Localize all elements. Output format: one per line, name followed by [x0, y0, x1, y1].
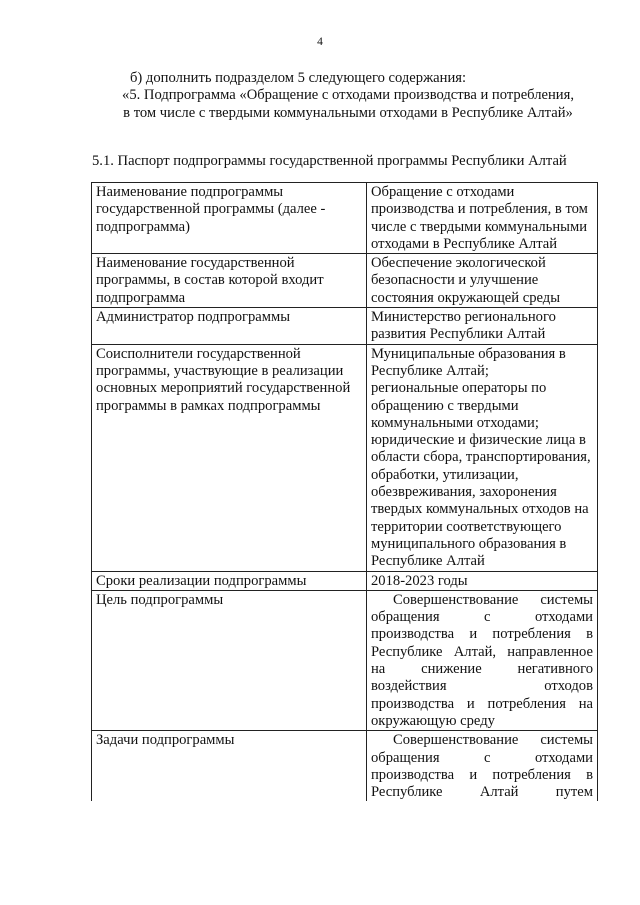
- row-label: Администратор подпрограммы: [92, 308, 367, 345]
- row-value: [367, 344, 598, 571]
- row-value: Министерство регионального развития Республики Алтай: [367, 308, 598, 345]
- value-line: производства и потребления в: [371, 766, 593, 783]
- passport-heading: 5.1. Паспорт подпрограммы государственной программы Республики Алтай: [92, 153, 567, 169]
- table-row: [92, 731, 598, 802]
- table-row: [92, 344, 598, 571]
- row-label: Сроки реализации подпрограммы: [92, 571, 367, 590]
- value-line: окружающую среду: [371, 712, 495, 729]
- intro-text: б) дополнить подразделом 5 следующего содержания:: [130, 70, 467, 86]
- row-value: Обеспечение экологической безопасности и улучшение состояния окружающей среды: [367, 254, 598, 308]
- row-value: [367, 590, 598, 730]
- value-line: региональные операторы по обращению с твердыми коммунальными отходами;: [371, 380, 547, 431]
- subprogram-title: «5. Подпрограмма «Обращение с отходами производства и потребления, в том числе с твердыми коммунальными отходами в Республике Алтай»: [122, 87, 574, 121]
- value-line: на снижение негативного: [371, 661, 593, 678]
- value-line: юридические и физические лица в области сбора, транспортирования, обработки, утилизации, обезвреживания, захоронения твердых коммунальных отходов на территории соответствующего муниципального образования в Республике Алтай: [371, 432, 591, 570]
- row-label: Цель подпрограммы: [92, 590, 367, 730]
- value-line: Республике Алтай, направленное: [371, 643, 593, 660]
- value-line: Совершенствование системы: [393, 591, 593, 608]
- value-line: Совершенствование системы: [393, 732, 593, 749]
- row-label: Задачи подпрограммы: [92, 731, 367, 802]
- table-row: [92, 183, 598, 254]
- table-row: [92, 308, 598, 345]
- passport-table: [91, 182, 598, 801]
- table-row: [92, 254, 598, 308]
- table-row: [92, 590, 598, 730]
- value-line: воздействия отходов: [371, 678, 593, 695]
- value-line: производства и потребления в: [371, 626, 593, 643]
- row-label: Наименование государственной программы, в состав которой входит подпрограмма: [92, 254, 367, 308]
- value-line: Муниципальные образования в Республике Алтай;: [371, 345, 566, 379]
- value-line: обращения с отходами: [371, 749, 593, 766]
- row-label: Соисполнители государственной программы, участвующие в реализации основных мероприятий государственной программы в рамках подпрограммы: [92, 344, 367, 571]
- value-line: производства и потребления на: [371, 695, 593, 712]
- row-value: Обращение с отходами производства и потребления, в том числе с твердыми коммунальными отходами в Республике Алтай: [367, 183, 598, 254]
- value-line: Республике Алтай путем: [371, 784, 593, 801]
- page-number: 4: [317, 36, 323, 48]
- row-value: [367, 731, 598, 802]
- row-label: Наименование подпрограммы государственной программы (далее - подпрограмма): [92, 183, 367, 254]
- table-row: [92, 571, 598, 590]
- row-value: 2018-2023 годы: [367, 571, 598, 590]
- value-line: обращения с отходами: [371, 609, 593, 626]
